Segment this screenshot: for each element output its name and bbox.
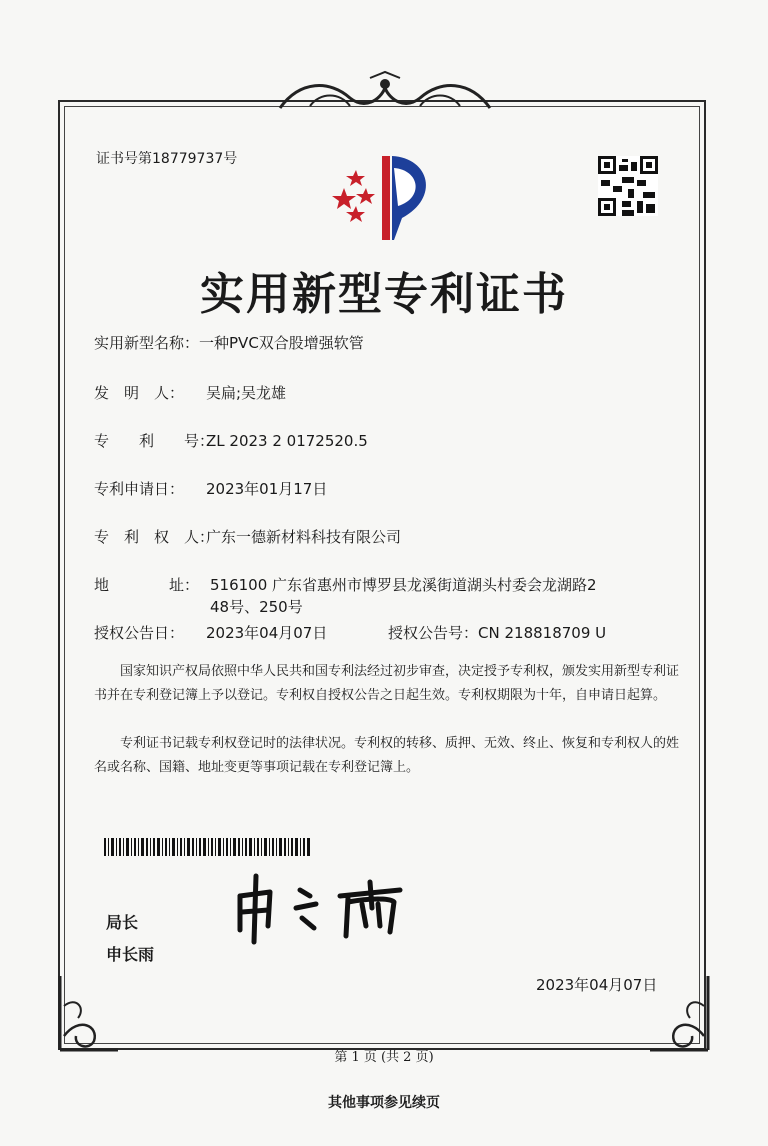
patent-number-label: 专 利 号：	[94, 432, 215, 450]
signatory-name: 申长雨	[106, 945, 155, 964]
model-name-label: 实用新型名称：	[94, 334, 200, 352]
inventor-value: 吴扁;吴龙雄	[206, 384, 287, 402]
issue-date: 2023年04月07日	[536, 976, 658, 994]
page-number: 第 1 页 (共 2 页)	[334, 1050, 434, 1065]
inventor-row	[94, 382, 286, 403]
patent-number-value: ZL 2023 2 0172520.5	[206, 432, 368, 450]
continuation-note: 其他事项参见续页	[328, 1095, 440, 1111]
certificate-number: 证书号第18779737号	[96, 151, 238, 167]
grant-date-label: 授权公告日：	[94, 624, 185, 642]
signatory-title: 局长	[106, 913, 139, 932]
patentee-label: 专 利 权 人：	[94, 528, 215, 546]
address-line-1: 516100 广东省惠州市博罗县龙溪街道湖头村委会龙湖路2	[210, 576, 597, 594]
patentee-row	[94, 526, 401, 547]
grant-date-value: 2023年04月07日	[206, 624, 328, 642]
grant-number-row	[388, 622, 606, 643]
barcode	[104, 838, 310, 856]
filing-date-label: 专利申请日：	[94, 480, 185, 498]
address-label: 地 址：	[94, 576, 200, 594]
model-name-row	[94, 332, 364, 353]
grant-number-value: CN 218818709 U	[478, 624, 607, 642]
grant-statement: 国家知识产权局依照中华人民共和国专利法经过初步审查，决定授予专利权，颁发实用新型专利证书并在专利登记簿上予以登记。专利权自授权公告之日起生效。专利权期限为十年，自申请日起算。	[94, 664, 680, 703]
patentee-value: 广东一德新材料科技有限公司	[206, 528, 402, 546]
address-label-row	[94, 574, 199, 595]
handwritten-signature	[230, 868, 410, 948]
top-ornament	[270, 70, 500, 116]
grant-date-row	[94, 622, 327, 643]
address-line-2: 48号、250号	[210, 598, 303, 616]
cnipa-logo	[330, 148, 450, 244]
legal-status-note: 专利证书记载专利权登记时的法律状况。专利权的转移、质押、无效、终止、恢复和专利权人的姓名或名称、国籍、地址变更等事项记载在专利登记簿上。	[94, 736, 680, 775]
bottom-left-ornament	[54, 966, 124, 1056]
model-name-value: 一种PVC双合股增强软管	[199, 334, 364, 352]
filing-date-row	[94, 478, 327, 499]
inventor-label: 发 明 人：	[94, 384, 185, 402]
grant-number-label: 授权公告号：	[388, 624, 479, 642]
filing-date-value: 2023年01月17日	[206, 480, 328, 498]
address-value	[210, 574, 610, 618]
certificate-title: 实用新型专利证书	[200, 269, 568, 320]
qr-code	[598, 156, 658, 216]
patent-number-row	[94, 430, 368, 451]
